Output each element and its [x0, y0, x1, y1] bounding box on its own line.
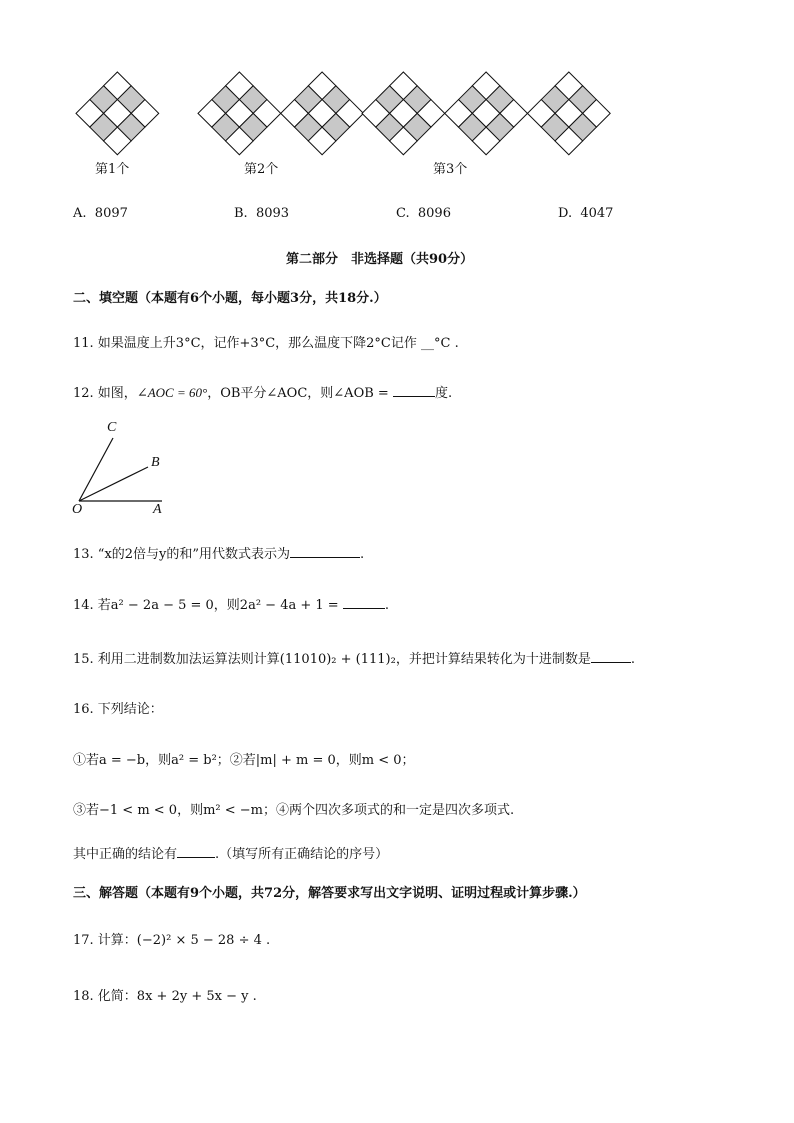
question-16-intro: 16. 下列结论： — [73, 702, 163, 717]
pattern-label-2: 第2个 — [244, 162, 279, 177]
ray-ob — [79, 467, 148, 501]
option-c: C. 8096 — [396, 206, 451, 221]
question-15: 15. 利用二进制数加法运算法则计算(11010)₂ + (111)₂，并把计算结果转化为十进制数是 . — [73, 648, 635, 667]
label-b: B — [151, 455, 160, 470]
section3-heading: 三、解答题（本题有9个小题，共72分，解答要求写出文字说明、证明过程或计算步骤.） — [73, 886, 586, 901]
question-18: 18. 化简：8x + 2y + 5x − y . — [73, 989, 257, 1004]
question-12: 12. 如图，∠AOC = 60°，OB平分∠AOC，则∠AOB = 度. — [73, 385, 453, 401]
pattern-figures — [0, 0, 794, 160]
part2-heading: 第二部分 非选择题（共90分） — [286, 252, 474, 267]
question-16-line3: 其中正确的结论有 .（填写所有正确结论的序号） — [73, 843, 388, 862]
label-c: C — [107, 420, 117, 435]
question-17: 17. 计算：(−2)² × 5 − 28 ÷ 4 . — [73, 933, 271, 948]
question-14: 14. 若a² − 2a − 5 = 0，则2a² − 4a + 1 = . — [73, 594, 389, 613]
section2-heading: 二、填空题（本题有6个小题，每小题3分，共18分.） — [73, 291, 387, 306]
option-d: D. 4047 — [558, 206, 614, 221]
question-16-line1: ①若a = −b，则a² = b²；②若|m| + m = 0，则m < 0； — [73, 753, 415, 768]
question-13: 13. “x的2倍与y的和”用代数式表示为 . — [73, 543, 364, 562]
ray-oc — [79, 438, 113, 501]
option-b: B. 8093 — [234, 206, 290, 221]
label-o: O — [72, 502, 83, 517]
label-a: A — [153, 502, 162, 517]
question-16-line2: ③若−1 < m < 0，则m² < −m；④两个四次多项式的和一定是四次多项式. — [73, 803, 515, 818]
pattern-label-3: 第3个 — [433, 162, 468, 177]
question-11: 11. 如果温度上升3°C，记作+3°C，那么温度下降2°C记作 __°C . — [73, 336, 459, 351]
option-a: A. 8097 — [73, 206, 128, 221]
pattern-label-1: 第1个 — [95, 162, 130, 177]
